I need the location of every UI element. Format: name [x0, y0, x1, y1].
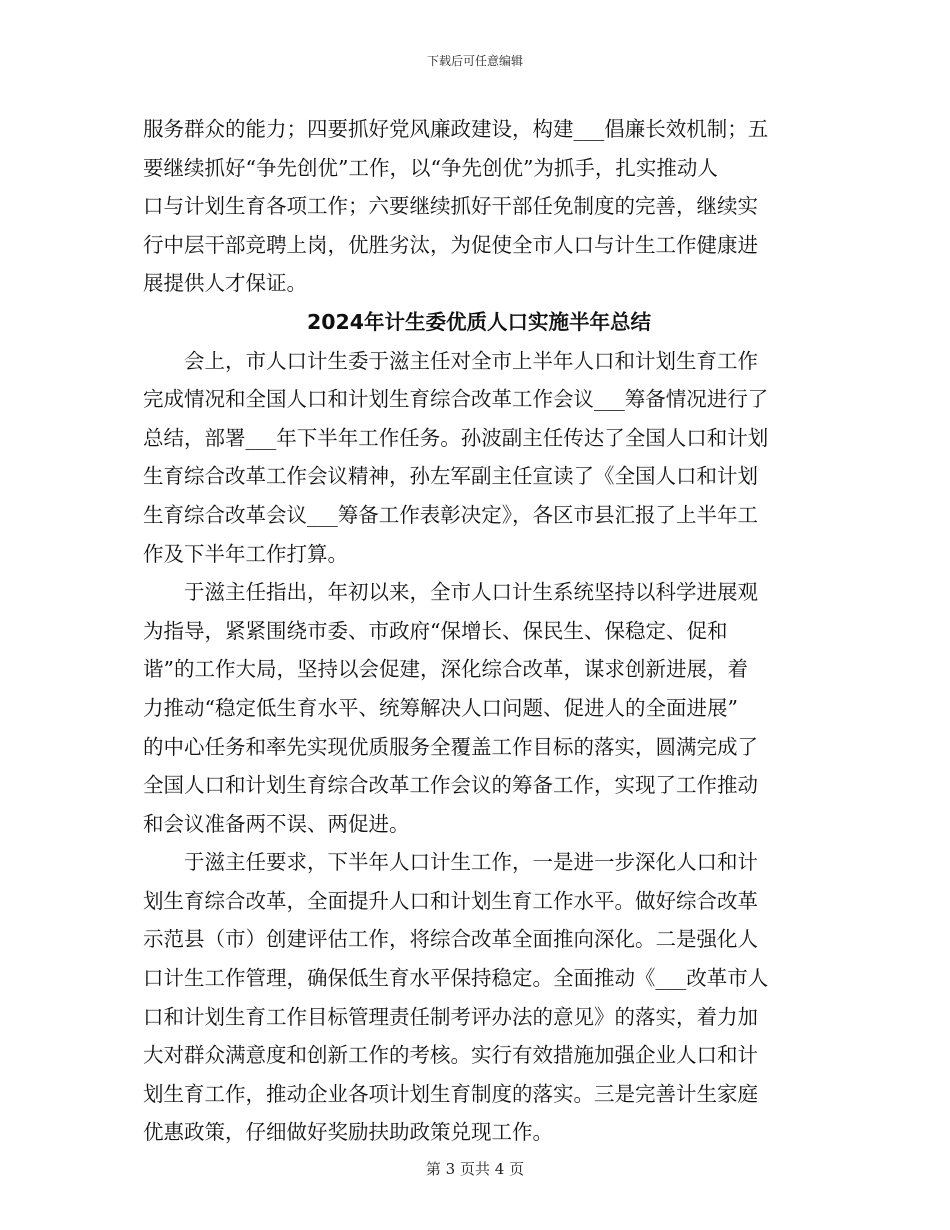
paragraph-continued [143, 110, 815, 303]
paragraph-meeting [143, 342, 815, 574]
text-line: 总结，部署___年下半年工作任务。孙波副主任传达了全国人口和计划 [143, 425, 769, 450]
paragraph-director-remarks [143, 573, 815, 843]
section-title: 2024年计生委优质人口实施半年总结 [306, 309, 652, 334]
text-line: 服务群众的能力；四要抓好党风廉政建设，构建___倡廉长效机制；五 [143, 117, 769, 141]
paragraph-director-requirements [143, 843, 815, 1152]
text-line: 和会议准备两不误、两促进。 [143, 811, 410, 836]
text-line: 完成情况和全国人口和计划生育综合改革工作会议___筹备情况进行了 [143, 387, 769, 412]
text-line: 优惠政策，仔细做好奖励扶助政策兑现工作。 [143, 1120, 553, 1145]
text-line: 的中心任务和率先实现优质服务全覆盖工作目标的落实，圆满完成了 [143, 734, 758, 759]
text-line: 要继续抓好“争先创优”工作，以“争先创优”为抓手，扎实推动人 [143, 155, 718, 180]
text-line: 作及下半年工作打算。 [143, 541, 348, 566]
text-line: 生育综合改革工作会议精神，孙左军副主任宣读了《全国人口和计划 [143, 464, 758, 489]
text-line: 行中层干部竞聘上岗，优胜劣汰，为促使全市人口与计生工作健康进 [143, 232, 758, 257]
text-line: 于滋主任要求，下半年人口计生工作，一是进一步深化人口和计 [184, 850, 758, 875]
text-line: 划生育工作，推动企业各项计划生育制度的落实。三是完善计生家庭 [143, 1081, 758, 1106]
text-line: 展提供人才保证。 [143, 271, 307, 296]
page-footer: 第 3 页共 4 页 [425, 1160, 525, 1178]
document-body [143, 110, 815, 1152]
text-line: 会上，市人口计生委于滋主任对全市上半年人口和计划生育工作 [184, 348, 758, 373]
text-line: 口与计划生育各项工作；六要继续抓好干部任免制度的完善，继续实 [143, 194, 758, 219]
text-line: 为指导，紧紧围绕市委、市政府“保增长、保民生、保稳定、促和 [143, 618, 728, 643]
text-line: 大对群众满意度和创新工作的考核。实行有效措施加强企业人口和计 [143, 1043, 758, 1068]
text-line: 口和计划生育工作目标管理责任制考评办法的意见》的落实，着力加 [143, 1004, 758, 1029]
text-line: 生育综合改革会议___筹备工作表彰决定》，各区市县汇报了上半年工 [143, 502, 758, 527]
text-line: 力推动“稳定低生育水平、统筹解决人口问题、促进人的全面进展” [143, 695, 738, 720]
page-header: 下载后可任意编辑 [426, 54, 523, 68]
text-line: 于滋主任指出，年初以来，全市人口计生系统坚持以科学进展观 [184, 580, 758, 605]
text-line: 谐”的工作大局，坚持以会促建，深化综合改革，谋求创新进展，着 [143, 657, 748, 682]
text-line: 全国人口和计划生育综合改革工作会议的筹备工作，实现了工作推动 [143, 773, 758, 798]
text-line: 口计生工作管理，确保低生育水平保持稳定。全面推动《___改革市人 [143, 966, 769, 991]
text-line: 示范县（市）创建评估工作，将综合改革全面推向深化。二是强化人 [143, 927, 758, 952]
text-line: 划生育综合改革，全面提升人口和计划生育工作水平。做好综合改革 [143, 888, 758, 913]
